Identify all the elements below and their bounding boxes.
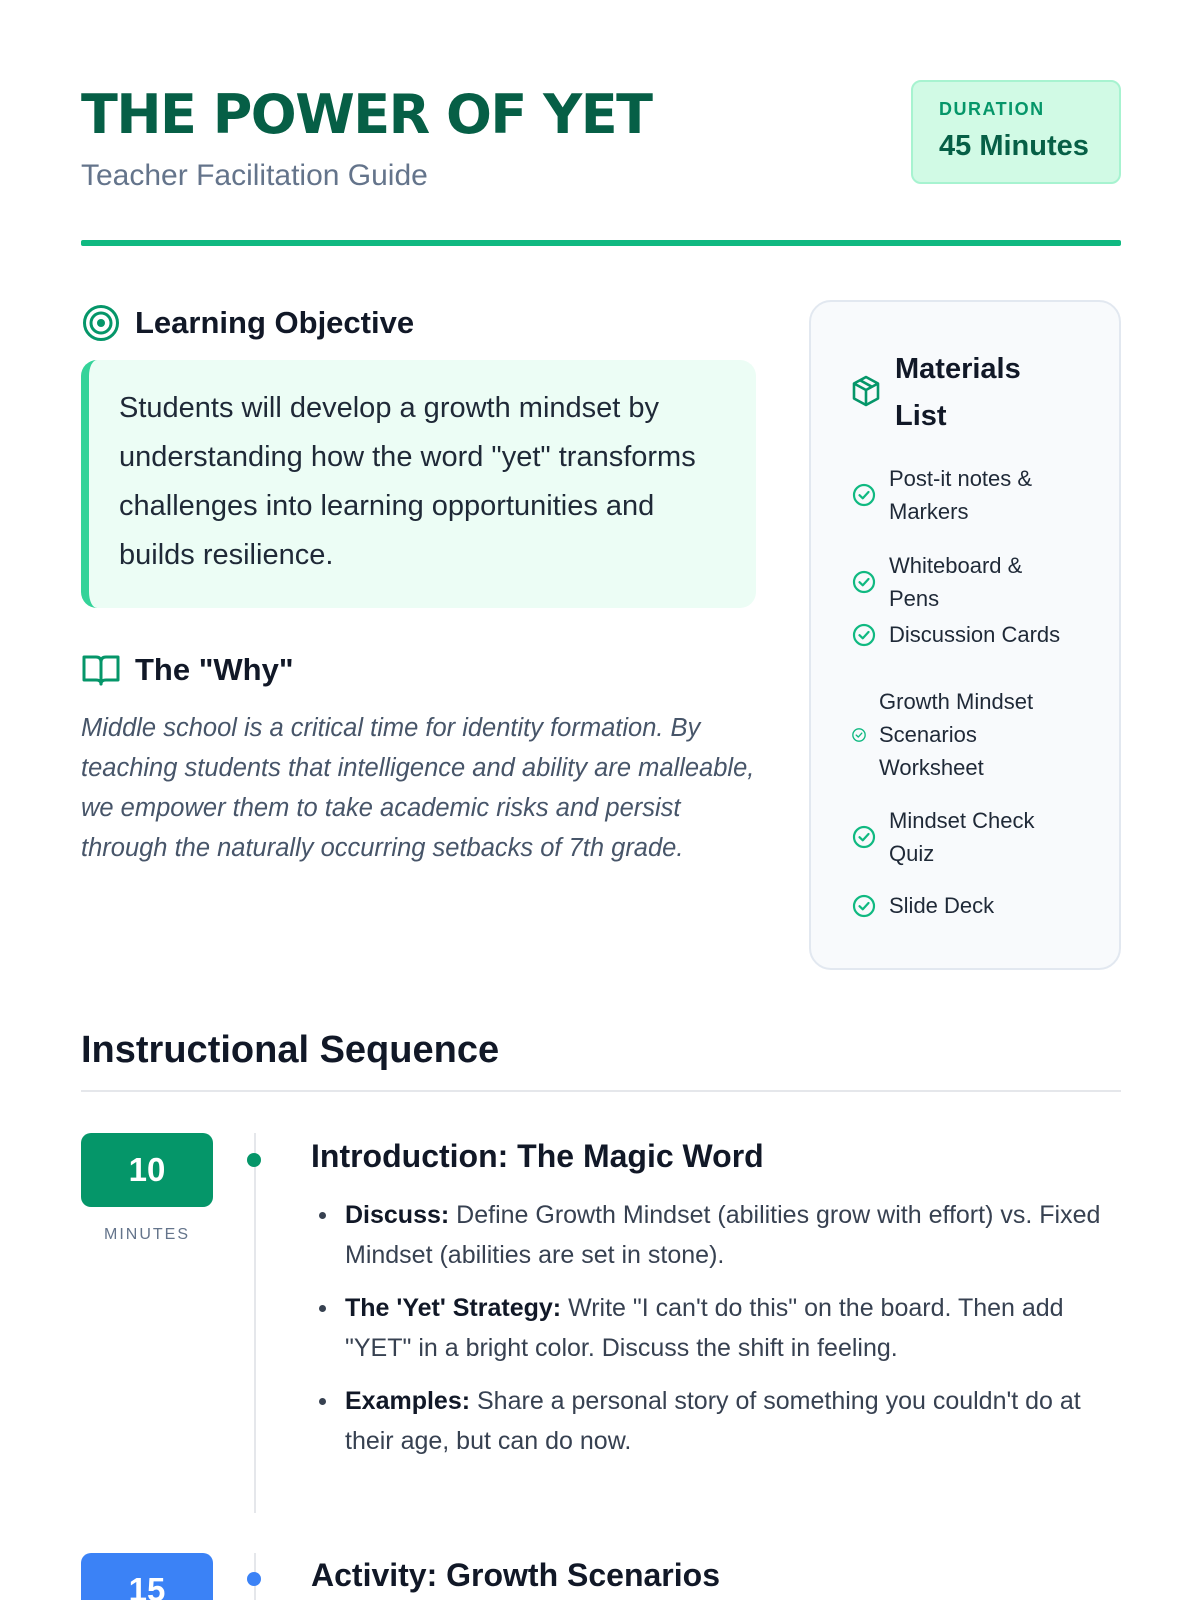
why-heading-row <box>81 648 294 692</box>
package-icon <box>851 375 881 412</box>
objective-heading-row <box>81 301 414 345</box>
materials-heading-row <box>851 346 1045 440</box>
check-circle-icon <box>851 569 877 595</box>
step-minutes-badge: 15 <box>81 1553 213 1600</box>
objective-heading: Learning Objective <box>135 305 415 340</box>
duration-value: 45 Minutes <box>939 130 1089 162</box>
why-text: Middle school is a critical time for identity formation. By teaching students that intelligence and ability are malleable, we empower them to take academic risks and persist through the naturally occurring setbacks of 7th grade. <box>81 714 755 862</box>
bullet-text: Write "I can't do this" on the board. Then add "YET" in a bright color. Discuss the shift in feeling. <box>345 1294 1064 1362</box>
materials-card <box>809 300 1121 970</box>
target-icon <box>81 303 121 343</box>
step-minutes-badge: 10 <box>81 1133 213 1207</box>
duration-badge <box>911 80 1121 184</box>
material-label: Slide Deck <box>889 893 995 918</box>
bullet-label: Discuss: <box>345 1201 450 1229</box>
page-subtitle: Teacher Facilitation Guide <box>81 159 428 192</box>
page-title: THE POWER OF YET <box>81 83 652 146</box>
material-label: Post-it notes & Markers <box>889 466 1033 524</box>
lesson-plan-page <box>81 0 1121 1600</box>
page-header <box>81 80 1121 240</box>
material-item <box>851 462 1069 528</box>
materials-heading: Materials List <box>895 353 1021 432</box>
sequence-divider <box>81 1090 1121 1092</box>
bullet-label: The 'Yet' Strategy: <box>345 1294 562 1322</box>
why-heading: The "Why" <box>135 652 294 687</box>
sequence-heading: Instructional Sequence <box>81 1029 500 1071</box>
bullet-label: Examples: <box>345 1387 471 1415</box>
list-item <box>311 1381 1121 1461</box>
open-book-icon <box>81 650 121 690</box>
list-item <box>311 1195 1121 1275</box>
material-label: Whiteboard & Pens <box>889 553 1023 611</box>
check-circle-icon <box>851 824 877 850</box>
list-item <box>311 1288 1121 1368</box>
header-divider <box>81 240 1121 246</box>
objective-callout <box>81 360 756 608</box>
check-circle-icon <box>851 482 877 508</box>
bullet-text: Share a personal story of something you couldn't do at their age, but can do now. <box>345 1387 1081 1455</box>
step-title: Introduction: The Magic Word <box>311 1138 764 1174</box>
timeline-dot <box>247 1572 261 1586</box>
material-label: Growth Mindset Scenarios Worksheet <box>879 689 1034 780</box>
material-item <box>851 618 1089 651</box>
timeline-line <box>254 1133 256 1513</box>
check-circle-icon <box>851 622 877 648</box>
material-item <box>851 685 1059 784</box>
check-circle-icon <box>851 727 867 743</box>
check-circle-icon <box>851 893 877 919</box>
duration-label: DURATION <box>939 99 1045 119</box>
material-label: Discussion Cards <box>889 622 1061 647</box>
timeline-dot <box>247 1153 261 1167</box>
material-item <box>851 549 1059 615</box>
step-bullet-list <box>311 1195 1121 1474</box>
material-item <box>851 804 1059 870</box>
bullet-text: Define Growth Mindset (abilities grow with effort) vs. Fixed Mindset (abilities are set in stone). <box>345 1201 1101 1269</box>
material-label: Mindset Check Quiz <box>889 808 1035 866</box>
step-title: Activity: Growth Scenarios <box>311 1557 720 1593</box>
material-item <box>851 889 1089 922</box>
objective-text: Students will develop a growth mindset by understanding how the word "yet" transforms challenges into learning opportunities and builds resilience. <box>119 392 696 571</box>
step-minutes-label: MINUTES <box>104 1226 190 1243</box>
